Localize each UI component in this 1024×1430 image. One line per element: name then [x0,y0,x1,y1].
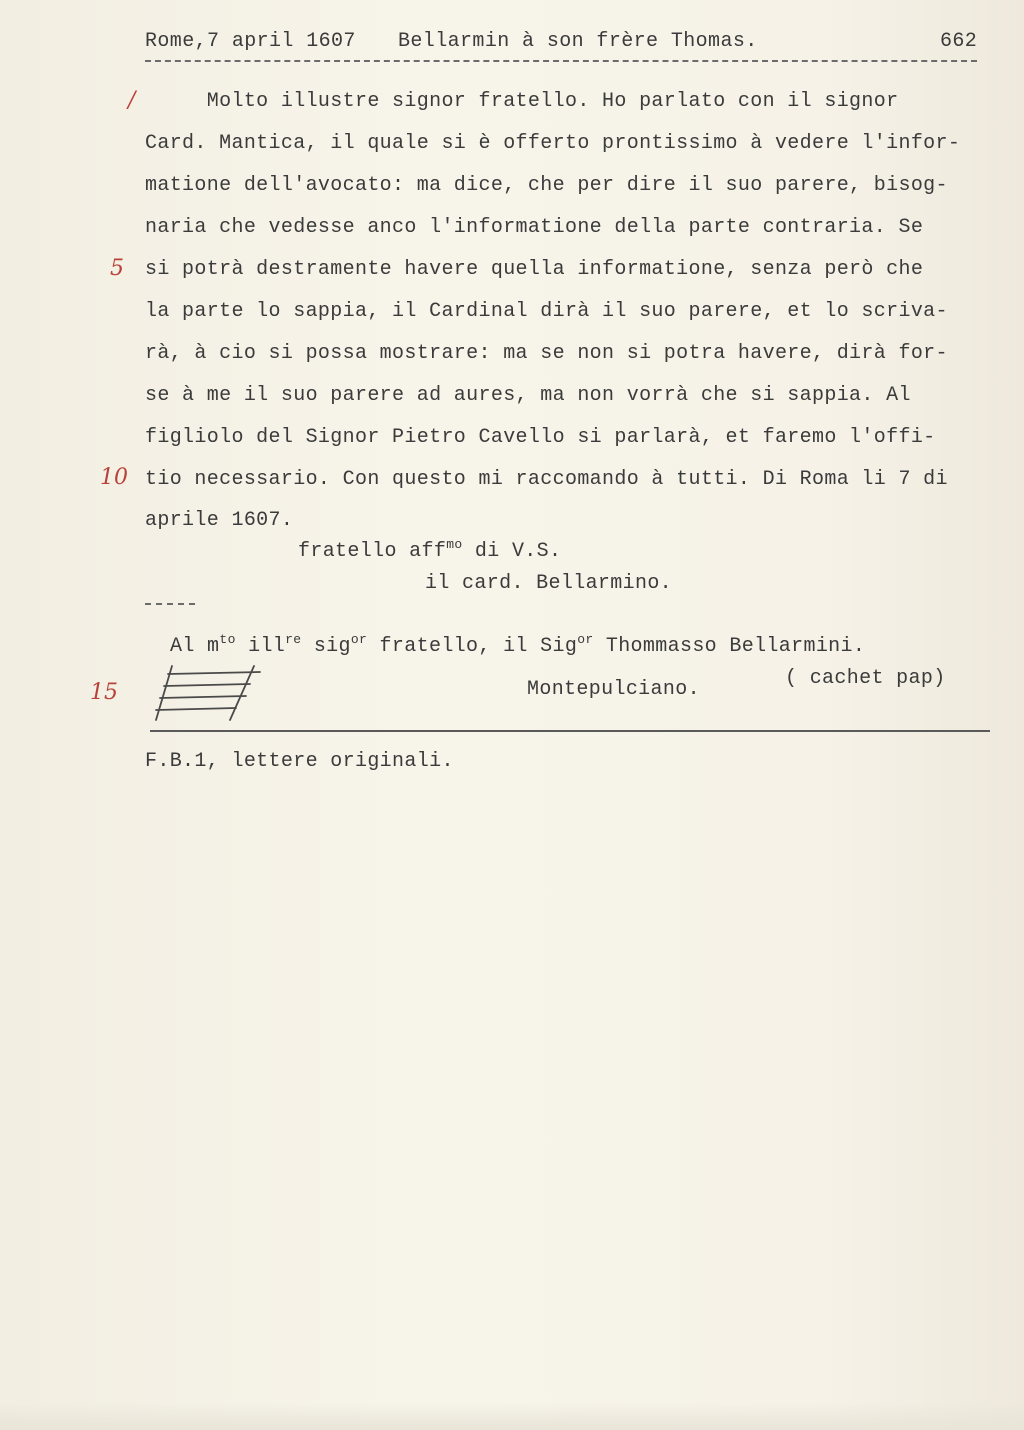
header-rule [145,60,977,62]
body-line-7: rà, à cio si possa mostrare: ma se non si potra havere, dirà for- [145,342,948,365]
address-sup-2: re [285,632,302,647]
bottom-rule [150,730,990,732]
closing-fratello [298,537,562,563]
address-al: Al m [170,635,220,658]
body-line-11: aprile 1607. [145,509,294,532]
body-line-2: Card. Mantica, il quale si è offerto prontissimo à vedere l'infor- [145,132,961,155]
body-line-5: si potrà destramente havere quella informatione, senza però che [145,258,924,281]
body-line-4: naria che vedesse anco l'informatione della parte contraria. Se [145,216,924,239]
short-separator [145,603,195,605]
body-line-1: Molto illustre signor fratello. Ho parlato con il signor [145,90,899,113]
page-header [145,30,977,64]
address-city: Montepulciano. [527,678,700,701]
closing-fratello-suffix: di V.S. [462,540,562,563]
margin-number-1: / [128,88,136,113]
body-line-6: la parte lo sappia, il Cardinal dirà il suo parere, et lo scriva- [145,300,948,323]
header-date: Rome,7 april 1607 [145,30,356,53]
body-line-10: tio necessario. Con questo mi raccomando à tutti. Di Roma li 7 di [145,468,948,491]
address-name: Thommasso Bellarmini. [593,635,866,658]
address-sup-1: to [219,632,236,647]
header-subject: Bellarmin à son frère Thomas. [398,30,758,53]
cachet-note: ( cachet pap) [785,667,946,690]
address-sig: sig [301,635,351,658]
address-line [170,632,866,658]
address-ill: ill [235,635,286,658]
margin-number-15: 15 [90,680,118,705]
struck-out-mark [150,662,270,724]
closing-fratello-prefix: fratello aff [298,540,447,563]
address-sup-3: or [350,632,368,647]
address-fratello: fratello, il Sig [367,635,578,658]
closing-fratello-sup: mo [446,537,463,552]
body-line-3: matione dell'avocato: ma dice, che per dire il suo parere, bisog- [145,174,948,197]
margin-number-5: 5 [110,256,124,281]
margin-number-10: 10 [100,465,128,490]
body-line-9: figliolo del Signor Pietro Cavello si parlarà, et faremo l'offi- [145,426,936,449]
page-number: 662 [940,30,978,53]
address-sup-4: or [577,632,594,647]
closing-signature: il card. Bellarmino. [425,572,673,595]
body-line-8: se à me il suo parere ad aures, ma non vorrà che si sappia. Al [145,384,911,407]
source-reference: F.B.1, lettere originali. [145,750,454,773]
